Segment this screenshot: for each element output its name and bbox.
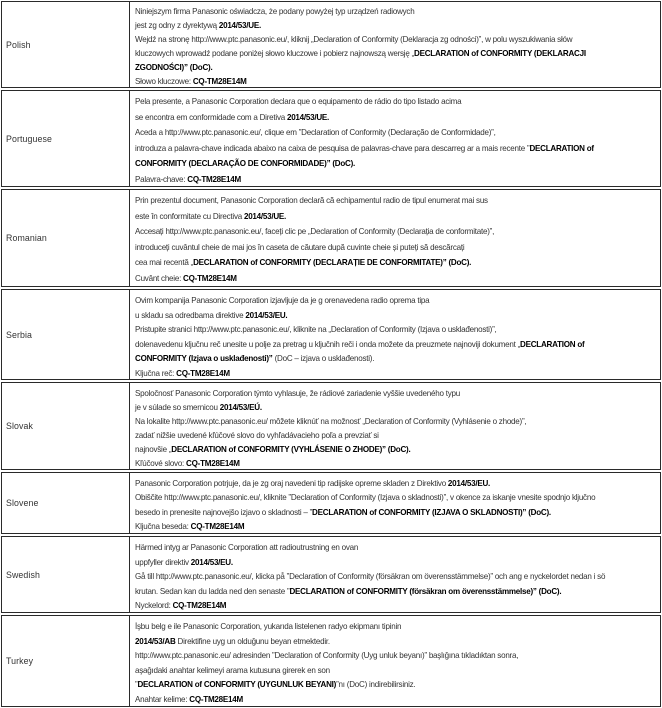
table-row [1,382,661,470]
bold-text-segment: ZGODNOŚCI)” (DoC). [135,61,213,72]
text-line [135,125,642,141]
text-segment: Niniejszym firma Panasonic oświadcza, że podany powyżej typ urządzeń radiowych [135,6,415,16]
text-segment: (DoC – izjava o usklađenosti). [272,353,375,363]
text-segment: este în conformitate cu Directiva [135,210,244,221]
bold-text-segment: CONFORMITY (Izjava o usklađenosti)” [135,353,273,363]
row-content [130,473,660,533]
text-segment: Ovim kompanija Panasonic Corporation izjavljuje da je g orenavedena radio oprema tipa [135,295,430,305]
text-line [135,366,642,380]
language-label: Slovene [2,473,130,533]
text-line [135,519,642,533]
row-content [130,616,660,706]
bold-text-segment: CQ-TM28E14M [187,173,241,184]
bold-text-segment: CQ-TM28E14M [192,75,247,86]
text-line [135,598,642,612]
text-segment: najnovšie „ [135,444,172,454]
text-line [135,428,642,442]
language-label: Slovak [2,383,130,469]
text-segment: se encontra em conformidade com a Diretiva [135,111,287,122]
table-row [1,536,661,613]
bold-text-segment: 2014/53/EU. [190,556,233,567]
text-segment: introduza a palavra-chave indicada abaixo na caixa de pesquisa de palavras-chave para descarreg ar a mais recente ” [135,142,530,153]
text-segment: Aceda a http://www.ptc.panasonic.eu/, clique em ”Declaration of Conformity (Declaração de Conformidade)”, [135,127,496,137]
conformity-table [1,1,661,707]
text-segment: aşağıdaki anahtar kelimeyi arama kutusuna girerek en son [135,664,330,675]
text-line [135,386,642,400]
bold-text-segment: 2014/53/AB [135,635,176,646]
text-segment: Prin prezentul document, Panasonic Corporation declară că echipamentul radio de tipul enumerat mai sus [135,195,488,205]
text-line [135,47,642,61]
text-segment: Spoločnosť Panasonic Corporation týmto vyhlasuje, že rádiové zariadenie vyššie uvedeného typu [135,388,460,398]
bold-text-segment: CQ-TM28E14M [172,600,227,610]
text-line [135,648,642,663]
text-segment: Ključna beseda: [135,521,191,532]
text-line [135,193,642,209]
bold-text-segment: 2014/53/UE. [243,210,287,221]
bold-text-segment: DECLARATION of CONFORMITY (UYGUNLUK BEYANI) [137,679,337,690]
text-line [135,677,642,692]
text-line [135,663,642,678]
language-label: Turkey [2,616,130,706]
text-line [135,351,642,366]
text-line [135,490,642,504]
text-line [135,322,642,337]
bold-text-segment: DECLARATION of CONFORMITY (DEKLARACJI [414,47,586,58]
text-line [135,476,642,490]
text-segment: krutan. Sedan kan du ladda ned den senaste ” [135,585,290,596]
language-label: Serbia [2,290,130,379]
text-line [135,209,642,225]
text-line [135,110,642,126]
text-line [135,255,642,271]
text-line [135,172,642,187]
text-segment: ” [135,679,138,690]
text-segment: Słowo kluczowe: [135,75,193,86]
text-segment: Wejdź na stronę http://www.ptc.panasonic.eu/, kliknij „Declaration of Conformity (Deklaracja zg odności)”, w polu wyszukiwania słów [135,33,573,44]
table-row [1,189,661,287]
text-segment: besedo in prenesite najnovejšo izjavo o skladnosti – ” [135,506,313,517]
bold-text-segment: CQ-TM28E14M [190,521,245,532]
table-row [1,289,661,380]
bold-text-segment: DECLARATION of [529,142,594,153]
text-line [135,61,642,75]
text-segment: Palavra-chave: [135,173,188,184]
text-segment: Pristupite stranici http://www.ptc.panasonic.eu/, kliknite na „Declaration of Conformity (Izjava o usklađenosti)”, [135,324,497,334]
text-line [135,414,642,428]
bold-text-segment: 2014/53/EU. [447,478,491,488]
text-segment: zadať nižšie uvedené kľúčové slovo do vyhľadávacieho poľa a prevziať si [135,430,379,440]
text-segment: Kľúčové slovo: [135,458,187,468]
language-label: Polish [2,2,130,87]
text-segment: Cuvânt cheie: [135,272,184,283]
text-segment: cea mai recentă „ [135,257,194,268]
row-content [130,190,660,286]
bold-text-segment: 2014/53/UE. [218,19,261,30]
text-line [135,505,642,519]
table-row [1,1,661,88]
bold-text-segment: 2014/53/EU. [245,309,288,320]
bold-text-segment: DECLARATION of CONFORMITY (IZJAVA O SKLADNOSTI)” (DoC). [312,506,551,517]
text-segment: ”nı (DoC) indirebilirsiniz. [336,679,416,690]
text-line [135,555,642,570]
text-segment: u skladu sa odredbama direktive [135,309,246,320]
text-line [135,271,642,286]
row-content [130,2,660,87]
text-segment: Anahtar kelime: [135,693,190,704]
text-line [135,156,642,172]
table-row [1,615,661,707]
row-content [130,290,660,379]
text-line [135,240,642,256]
text-line [135,634,642,649]
text-segment: İşbu belg e ile Panasonic Corporation, yukarıda listelenen radyo ekipmanı tipinin [135,621,402,631]
text-line [135,293,642,308]
text-segment: Panasonic Corporation potrjuje, da je zg oraj navedeni tip radijske opreme skladen z Direktivo [135,478,448,488]
text-line [135,400,642,414]
text-segment: Pela presente, a Panasonic Corporation declara que o equipamento de rádio do tipo listado acima [135,96,462,106]
text-segment: Direktifine uyg un olduğunu beyan etmektedir. [175,635,330,646]
text-line [135,692,642,706]
table-row [1,90,661,187]
bold-text-segment: CONFORMITY (DECLARAÇÃO DE CONFORMIDADE)” (DoC). [135,158,356,168]
bold-text-segment: DECLARATION of CONFORMITY (VYHLÁSENIE O ZHODE)” (DoC). [171,444,411,454]
text-segment: http://www.ptc.panasonic.eu/ adresinden ”Declaration of Conformity (Uyg unluk beyanı)” başlığına tıkladıktan sonra, [135,650,519,661]
bold-text-segment: CQ-TM28E14M [183,272,237,283]
text-segment: Nyckelord: [135,600,173,610]
text-segment: Na lokalite http://www.ptc.panasonic.eu/ môžete kliknúť na možnosť „Declaration of Conformity (Vyhlásenie o zhode)”, [135,416,527,426]
text-segment: uppfyller direktiv [135,556,191,567]
text-segment: Accesați http://www.ptc.panasonic.eu/, faceți clic pe „Declaration of Conformity (Declarația de conformitate)”, [135,226,495,237]
text-line [135,442,642,456]
text-line [135,540,642,555]
text-segment: jest zg odny z dyrektywą [135,19,219,30]
text-line [135,584,642,599]
text-line [135,141,642,157]
text-line [135,5,642,19]
bold-text-segment: 2014/53/EÚ. [219,402,262,412]
bold-text-segment: 2014/53/UE. [286,111,330,122]
text-segment: Härmed intyg ar Panasonic Corporation att radioutrustning en ovan [135,542,359,552]
row-content [130,91,660,186]
bold-text-segment: DECLARATION of CONFORMITY (DECLARAȚIE DE CONFORMITATE)” (DoC). [193,257,472,268]
language-label: Portuguese [2,91,130,186]
bold-text-segment: CQ-TM28E14M [189,693,243,704]
row-content [130,537,660,612]
text-line [135,19,642,33]
bold-text-segment: DECLARATION of [520,338,585,349]
text-line [135,456,642,469]
text-segment: Gå till http://www.ptc.panasonic.eu/, klicka på ”Declaration of Conformity (försäkran om överensstämmelse)” och ang e nyckelordet nedan i sö [135,571,606,581]
text-line [135,224,642,240]
language-label: Romanian [2,190,130,286]
text-line [135,94,642,110]
text-segment: je v súlade so smernicou [135,402,220,412]
text-line [135,569,642,584]
row-content [130,383,660,469]
bold-text-segment: DECLARATION of CONFORMITY (försäkran om överensstämmelse)” (DoC). [289,585,562,596]
text-segment: Ključna reč: [135,367,177,378]
text-line [135,308,642,323]
bold-text-segment: CQ-TM28E14M [186,458,240,468]
table-row [1,472,661,534]
text-line [135,337,642,352]
text-line [135,75,642,87]
text-segment: dolenavedenu ključnu reč unesite u polje za pretrag u ključnih reči i onda možete da preuzmete najnoviji dokument „ [135,338,521,349]
text-line [135,619,642,634]
text-segment: kluczowych wprowadź podane poniżej słowo kluczowe i pobierz najnowszą wersję „ [135,47,415,58]
text-segment: Obiščite http://www.ptc.panasonic.eu/, kliknite ”Declaration of Conformity (Izjava o skladnosti)”, v okence za iskanje vnesite spodnjo ključno [135,492,596,503]
text-line [135,33,642,47]
language-label: Swedish [2,537,130,612]
text-segment: introduceți cuvântul cheie de mai jos în caseta de căutare după cuvinte cheie și puteți să descărcați [135,241,465,252]
bold-text-segment: CQ-TM28E14M [176,367,230,378]
